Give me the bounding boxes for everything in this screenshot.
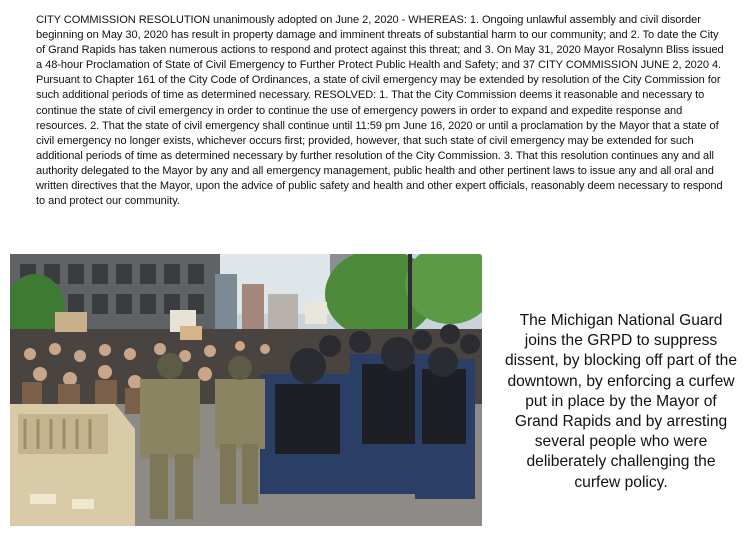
protest-photo: [10, 254, 482, 526]
resolution-text: CITY COMMISSION RESOLUTION unanimously adopted on June 2, 2020 - WHEREAS: 1. Ongoing unlawful assembly and civil disorder beginning on May 30, 2020 has result in property damage and imminent threats of substantial harm to our community; and 2. To date the City of Grand Rapids has taken numerous actions to respond and protect against this threat; and 3. On May 31, 2020 Mayor Rosalynn Bliss issued a 48-hour Proclamation of State of Civil Emergency to Further Protect Public Health and Safety; and 37 CITY COMMISSION JUNE 2, 2020 4. Pursuant to Chapter 161 of the City Code of Ordinances, a state of civil emergency may be extended by resolution of the City Commission for such additional periods of time as determined necessary. RESOLVED: 1. That the City Commission deems it reasonable and necessary to continue the state of civil emergency in order to continue the use of emergency powers in order to expand and expedite response and resources. 2. That the state of civil emergency shall continue until 11:59 pm June 16, 2020 or until a proclamation by the Mayor that a state of civil emergency no longer exists, whichever occurs first; provided, however, that such state of civil emergency may be extended for such additional periods of time as determined necessary by further resolution of the City Commission. 3. That this resolution continues any and all authority delegated to the Mayor by any and all emergency management, public health and other pertinent laws to issue any and all oral and written directives that the Mayor, upon the advice of public safety and health and other expert officials, reasonably deem necessary to respond to and protect our community.: [36, 14, 724, 208]
protest-photo-illustration: [10, 254, 482, 526]
photo-caption: The Michigan National Guard joins the GRPD to suppress dissent, by blocking off part of the downtown, by enforcing a curfew put in place by the Mayor of Grand Rapids and by arresting several people who were deliberately challenging the curfew policy.: [504, 312, 738, 491]
